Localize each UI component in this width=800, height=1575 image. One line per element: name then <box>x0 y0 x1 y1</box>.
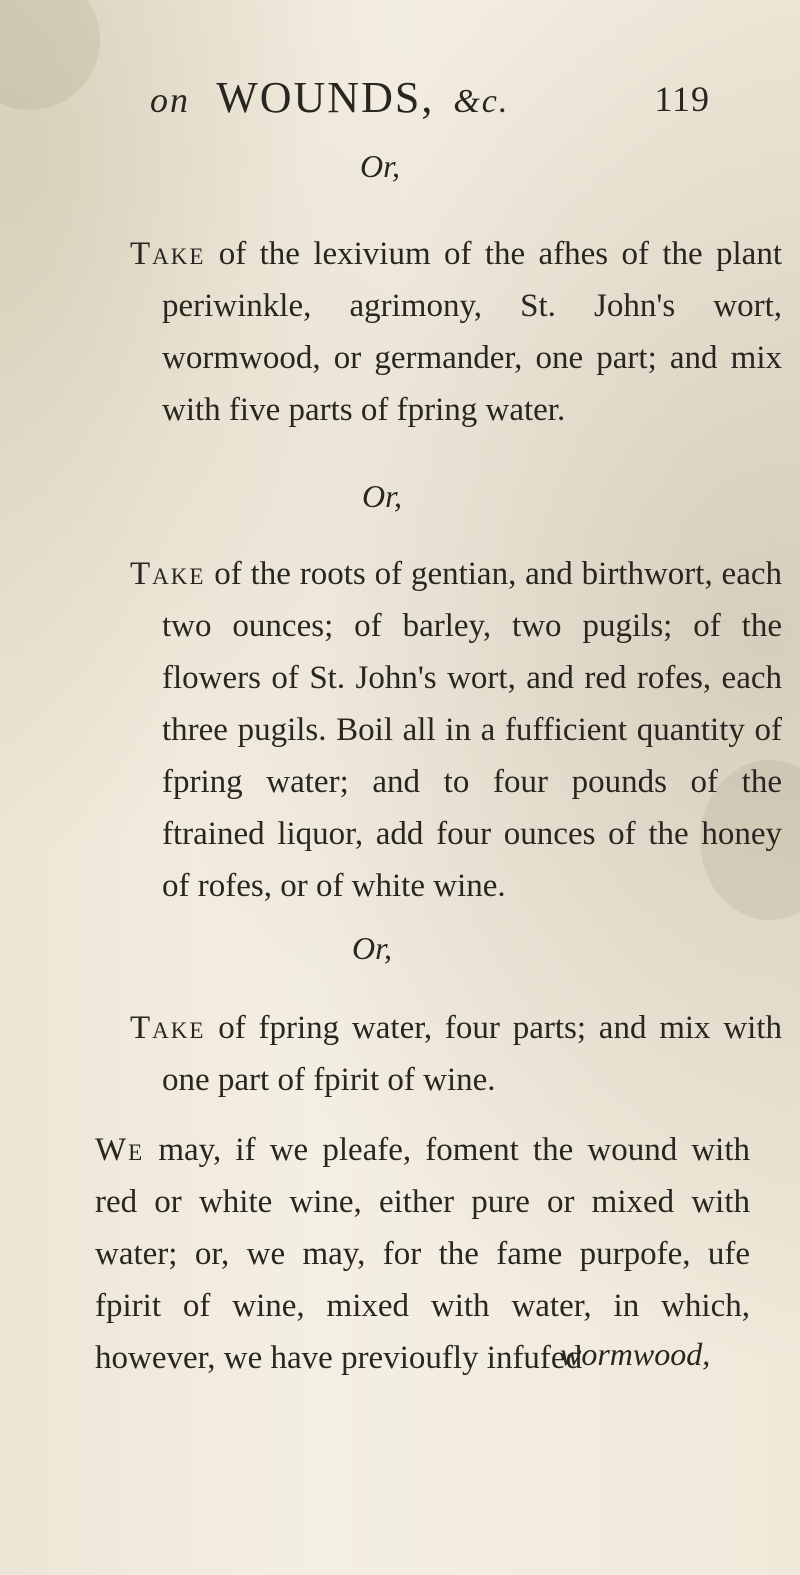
recipe-lead-2: Take <box>130 556 206 592</box>
or-label-1: Or, <box>360 148 401 184</box>
running-head-on: on <box>150 80 190 120</box>
page-number: 119 <box>654 79 710 119</box>
recipe-paragraph-3 <box>130 1002 782 1106</box>
recipe-lead-3: Take <box>130 1010 206 1046</box>
paper-stain <box>0 0 100 110</box>
closing-text: may, if we pleafe, foment the wound with red or white wine, either pure or mixed with water; or, we may, for the fame purpofe, ufe fpirit of wine, mixed with water, in which, however, we have previoufly infufed <box>95 1132 750 1376</box>
recipe-text-2: of the roots of gentian, and birthwort, each two ounces; of barley, two pugils; of the flowers of St. John's wort, and red rofes, each three pugils. Boil all in a fufficient quantity of fpring water; and to four pounds of the ftrained liquor, add four ounces of the honey of rofes, or of white wine. <box>162 556 783 904</box>
or-label-3: Or, <box>352 930 393 966</box>
running-head-title: WOUNDS, <box>216 73 435 122</box>
catchword: wormwood, <box>560 1336 711 1372</box>
recipe-text-1: of the lexivium of the afhes of the plant periwinkle, agrimony, St. John's wort, wormwood, or germander, one part; and mix with five parts of fpring water. <box>162 236 782 428</box>
recipe-text-3: of fpring water, four parts; and mix with one part of fpirit of wine. <box>162 1010 783 1098</box>
running-head-etc: &c. <box>453 83 510 120</box>
or-label-2: Or, <box>362 478 403 514</box>
recipe-paragraph-2 <box>130 548 782 912</box>
recipe-lead-1: Take <box>130 236 206 272</box>
running-head <box>150 72 710 123</box>
closing-lead: We <box>95 1132 145 1168</box>
recipe-paragraph-1 <box>130 228 782 436</box>
